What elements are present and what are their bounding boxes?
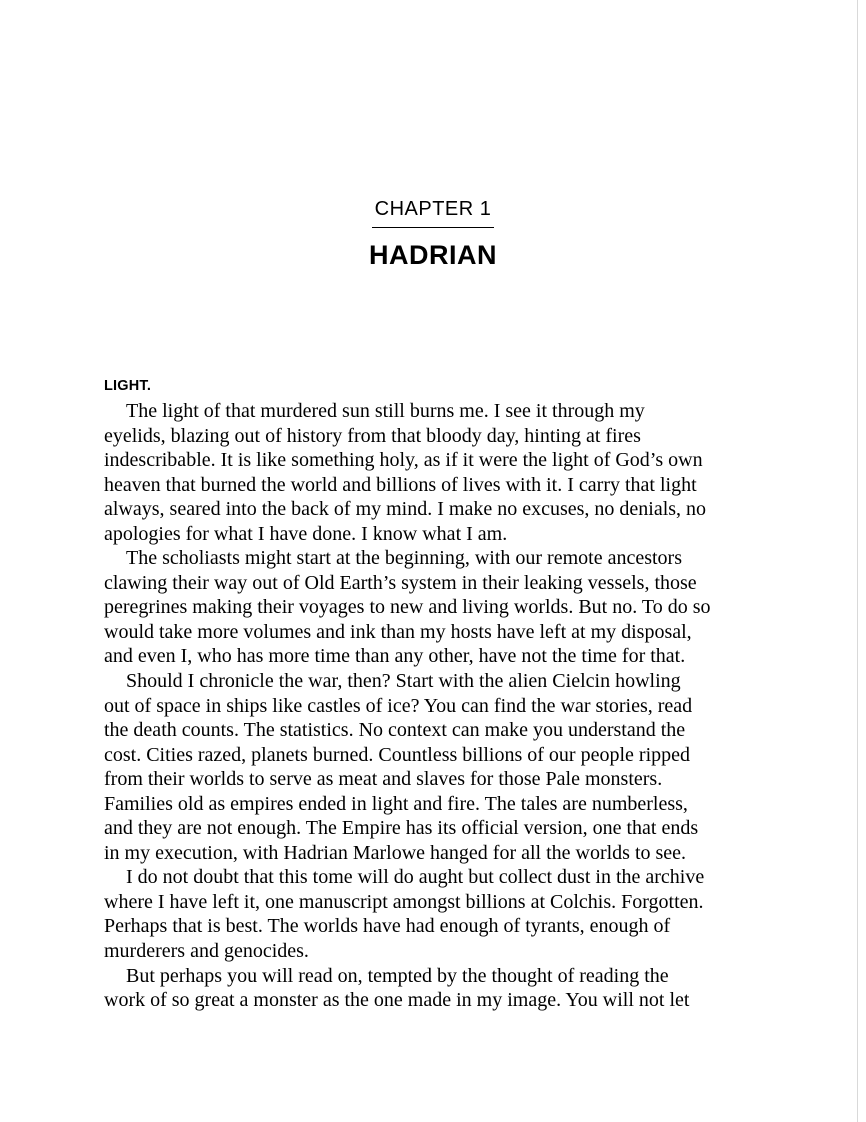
chapter-heading (0, 198, 866, 271)
text-line: apologies for what I have done. I know what I am. (104, 522, 508, 545)
text-line: The light of that murdered sun still burns me. I see it through my (126, 400, 645, 422)
paragraph (104, 964, 710, 1013)
text-line: But perhaps you will read on, tempted by the thought of reading the (126, 964, 669, 987)
text-line: always, seared into the back of my mind. I make no excuses, no denials, no (104, 498, 707, 521)
text-line: Perhaps that is best. The worlds have had enough of tyrants, enough of (104, 915, 671, 938)
text-line: work of so great a monster as the one made in my image. You will not let (104, 989, 690, 1012)
text-line: The scholiasts might start at the beginning, with our remote ancestors (126, 547, 682, 570)
text-line: I do not doubt that this tome will do aught but collect dust in the archive (126, 866, 705, 889)
text-line: from their worlds to serve as meat and slaves for those Pale monsters. (104, 768, 663, 791)
text-line: Should I chronicle the war, then? Start with the alien Cielcin howling (126, 670, 681, 693)
text-line: cost. Cities razed, planets burned. Countless billions of our people ripped (104, 743, 690, 766)
text-line: would take more volumes and ink than my hosts have left at my disposal, (104, 620, 692, 643)
chapter-label: CHAPTER 1 (372, 198, 495, 228)
page-edge-divider (857, 0, 858, 1122)
paragraph (104, 399, 710, 546)
text-line: heaven that burned the world and billions of lives with it. I carry that light (104, 473, 697, 496)
chapter-title: HADRIAN (369, 240, 497, 270)
text-line: peregrines making their voyages to new and living worlds. But no. To do so (104, 596, 711, 619)
text-line: indescribable. It is like something holy, as if it were the light of God’s own (104, 449, 703, 472)
lead-in-word: LIGHT. (104, 378, 152, 394)
text-line: and even I, who has more time than any other, have not the time for that. (104, 645, 686, 668)
paragraph (104, 546, 710, 669)
text-line: eyelids, blazing out of history from that bloody day, hinting at fires (104, 424, 641, 447)
text-line: Families old as empires ended in light and fire. The tales are numberless, (104, 792, 688, 815)
text-column (104, 378, 710, 1013)
text-line: murderers and genocides. (104, 940, 309, 963)
text-line: and they are not enough. The Empire has its official version, one that ends (104, 817, 699, 840)
text-line: where I have left it, one manuscript amongst billions at Colchis. Forgotten. (104, 890, 704, 913)
text-line: in my execution, with Hadrian Marlowe hanged for all the worlds to see. (104, 841, 687, 864)
text-line: clawing their way out of Old Earth’s system in their leaking vessels, those (104, 571, 697, 594)
text-line: the death counts. The statistics. No context can make you understand the (104, 719, 686, 742)
paragraph (104, 669, 710, 865)
text-line: out of space in ships like castles of ice? You can find the war stories, read (104, 694, 693, 717)
paragraph (104, 865, 710, 963)
